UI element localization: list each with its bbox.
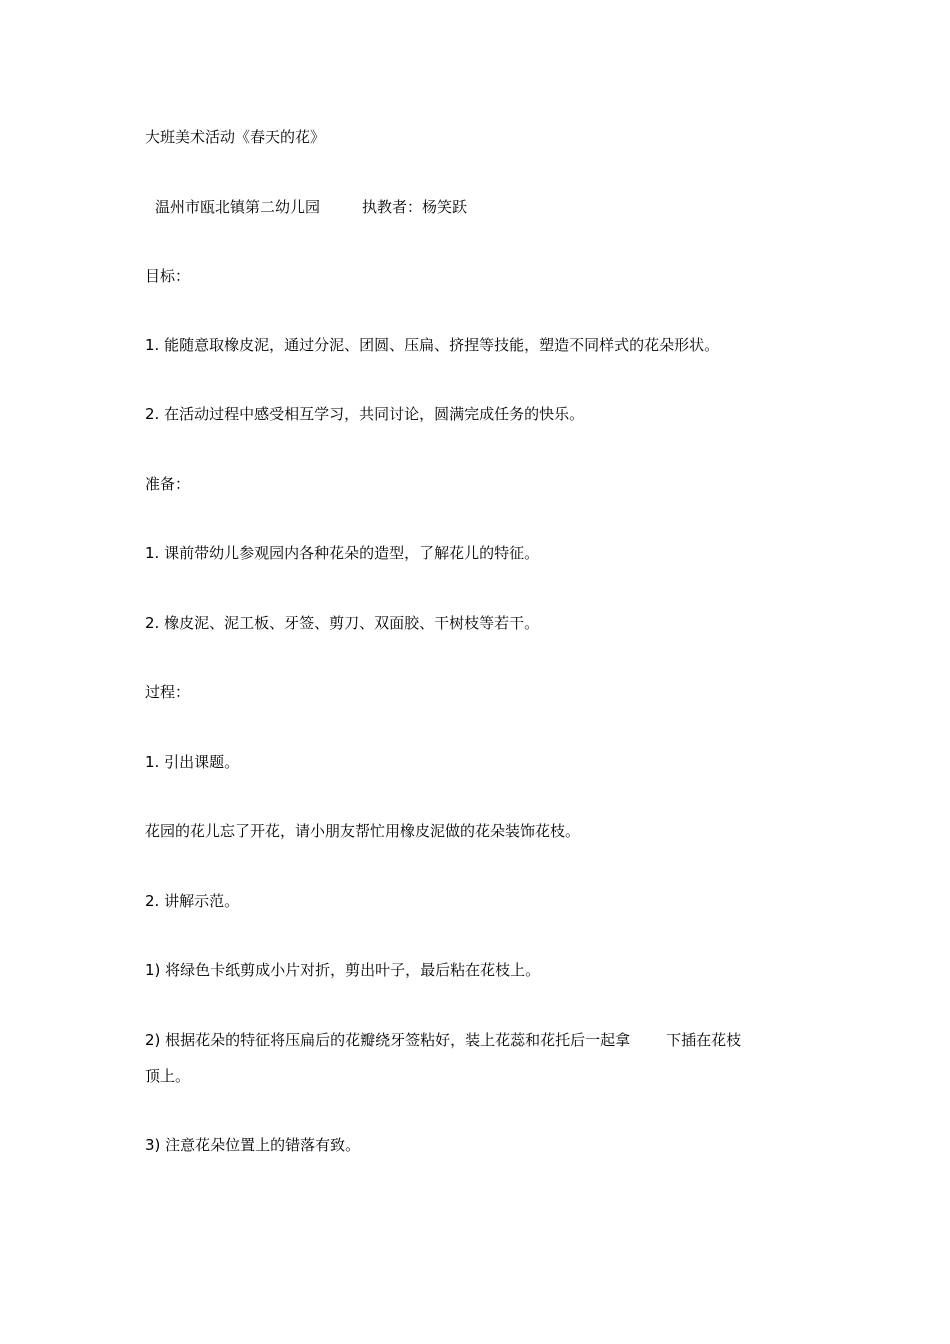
substep-2-part-a: 2) 根据花朵的特征将压扁后的花瓣绕牙签粘好，装上花蕊和花托后一起拿 <box>145 1031 631 1049</box>
substep-2 <box>145 1030 741 1050</box>
goal-item-2: 2. 在活动过程中感受相互学习，共同讨论，圆满完成任务的快乐。 <box>145 405 585 423</box>
document-title: 大班美术活动《春天的花》 <box>145 128 326 146</box>
substep-2-continuation: 顶上。 <box>145 1067 191 1085</box>
process-step-2: 2. 讲解示范。 <box>145 892 240 910</box>
substep-2-part-b: 下插在花枝 <box>666 1031 742 1049</box>
preparation-heading: 准备： <box>145 475 191 493</box>
process-heading: 过程： <box>145 683 191 701</box>
goals-heading: 目标： <box>145 267 191 285</box>
teacher-name: 执教者：杨笑跃 <box>362 198 468 216</box>
school-name: 温州市瓯北镇第二幼儿园 <box>155 198 321 216</box>
process-step-1: 1. 引出课题。 <box>145 753 240 771</box>
author-line <box>155 197 467 217</box>
process-step-1-text: 花园的花儿忘了开花，请小朋友帮忙用橡皮泥做的花朵装饰花枝。 <box>145 822 581 840</box>
substep-3: 3) 注意花朵位置上的错落有致。 <box>145 1136 361 1154</box>
preparation-item-2: 2. 橡皮泥、泥工板、牙签、剪刀、双面胶、干树枝等若干。 <box>145 614 540 632</box>
goal-item-1: 1. 能随意取橡皮泥，通过分泥、团圆、压扁、挤捏等技能，塑造不同样式的花朵形状。 <box>145 336 720 354</box>
substep-1: 1) 将绿色卡纸剪成小片对折，剪出叶子，最后粘在花枝上。 <box>145 961 541 979</box>
preparation-item-1: 1. 课前带幼儿参观园内各种花朵的造型，了解花儿的特征。 <box>145 544 540 562</box>
